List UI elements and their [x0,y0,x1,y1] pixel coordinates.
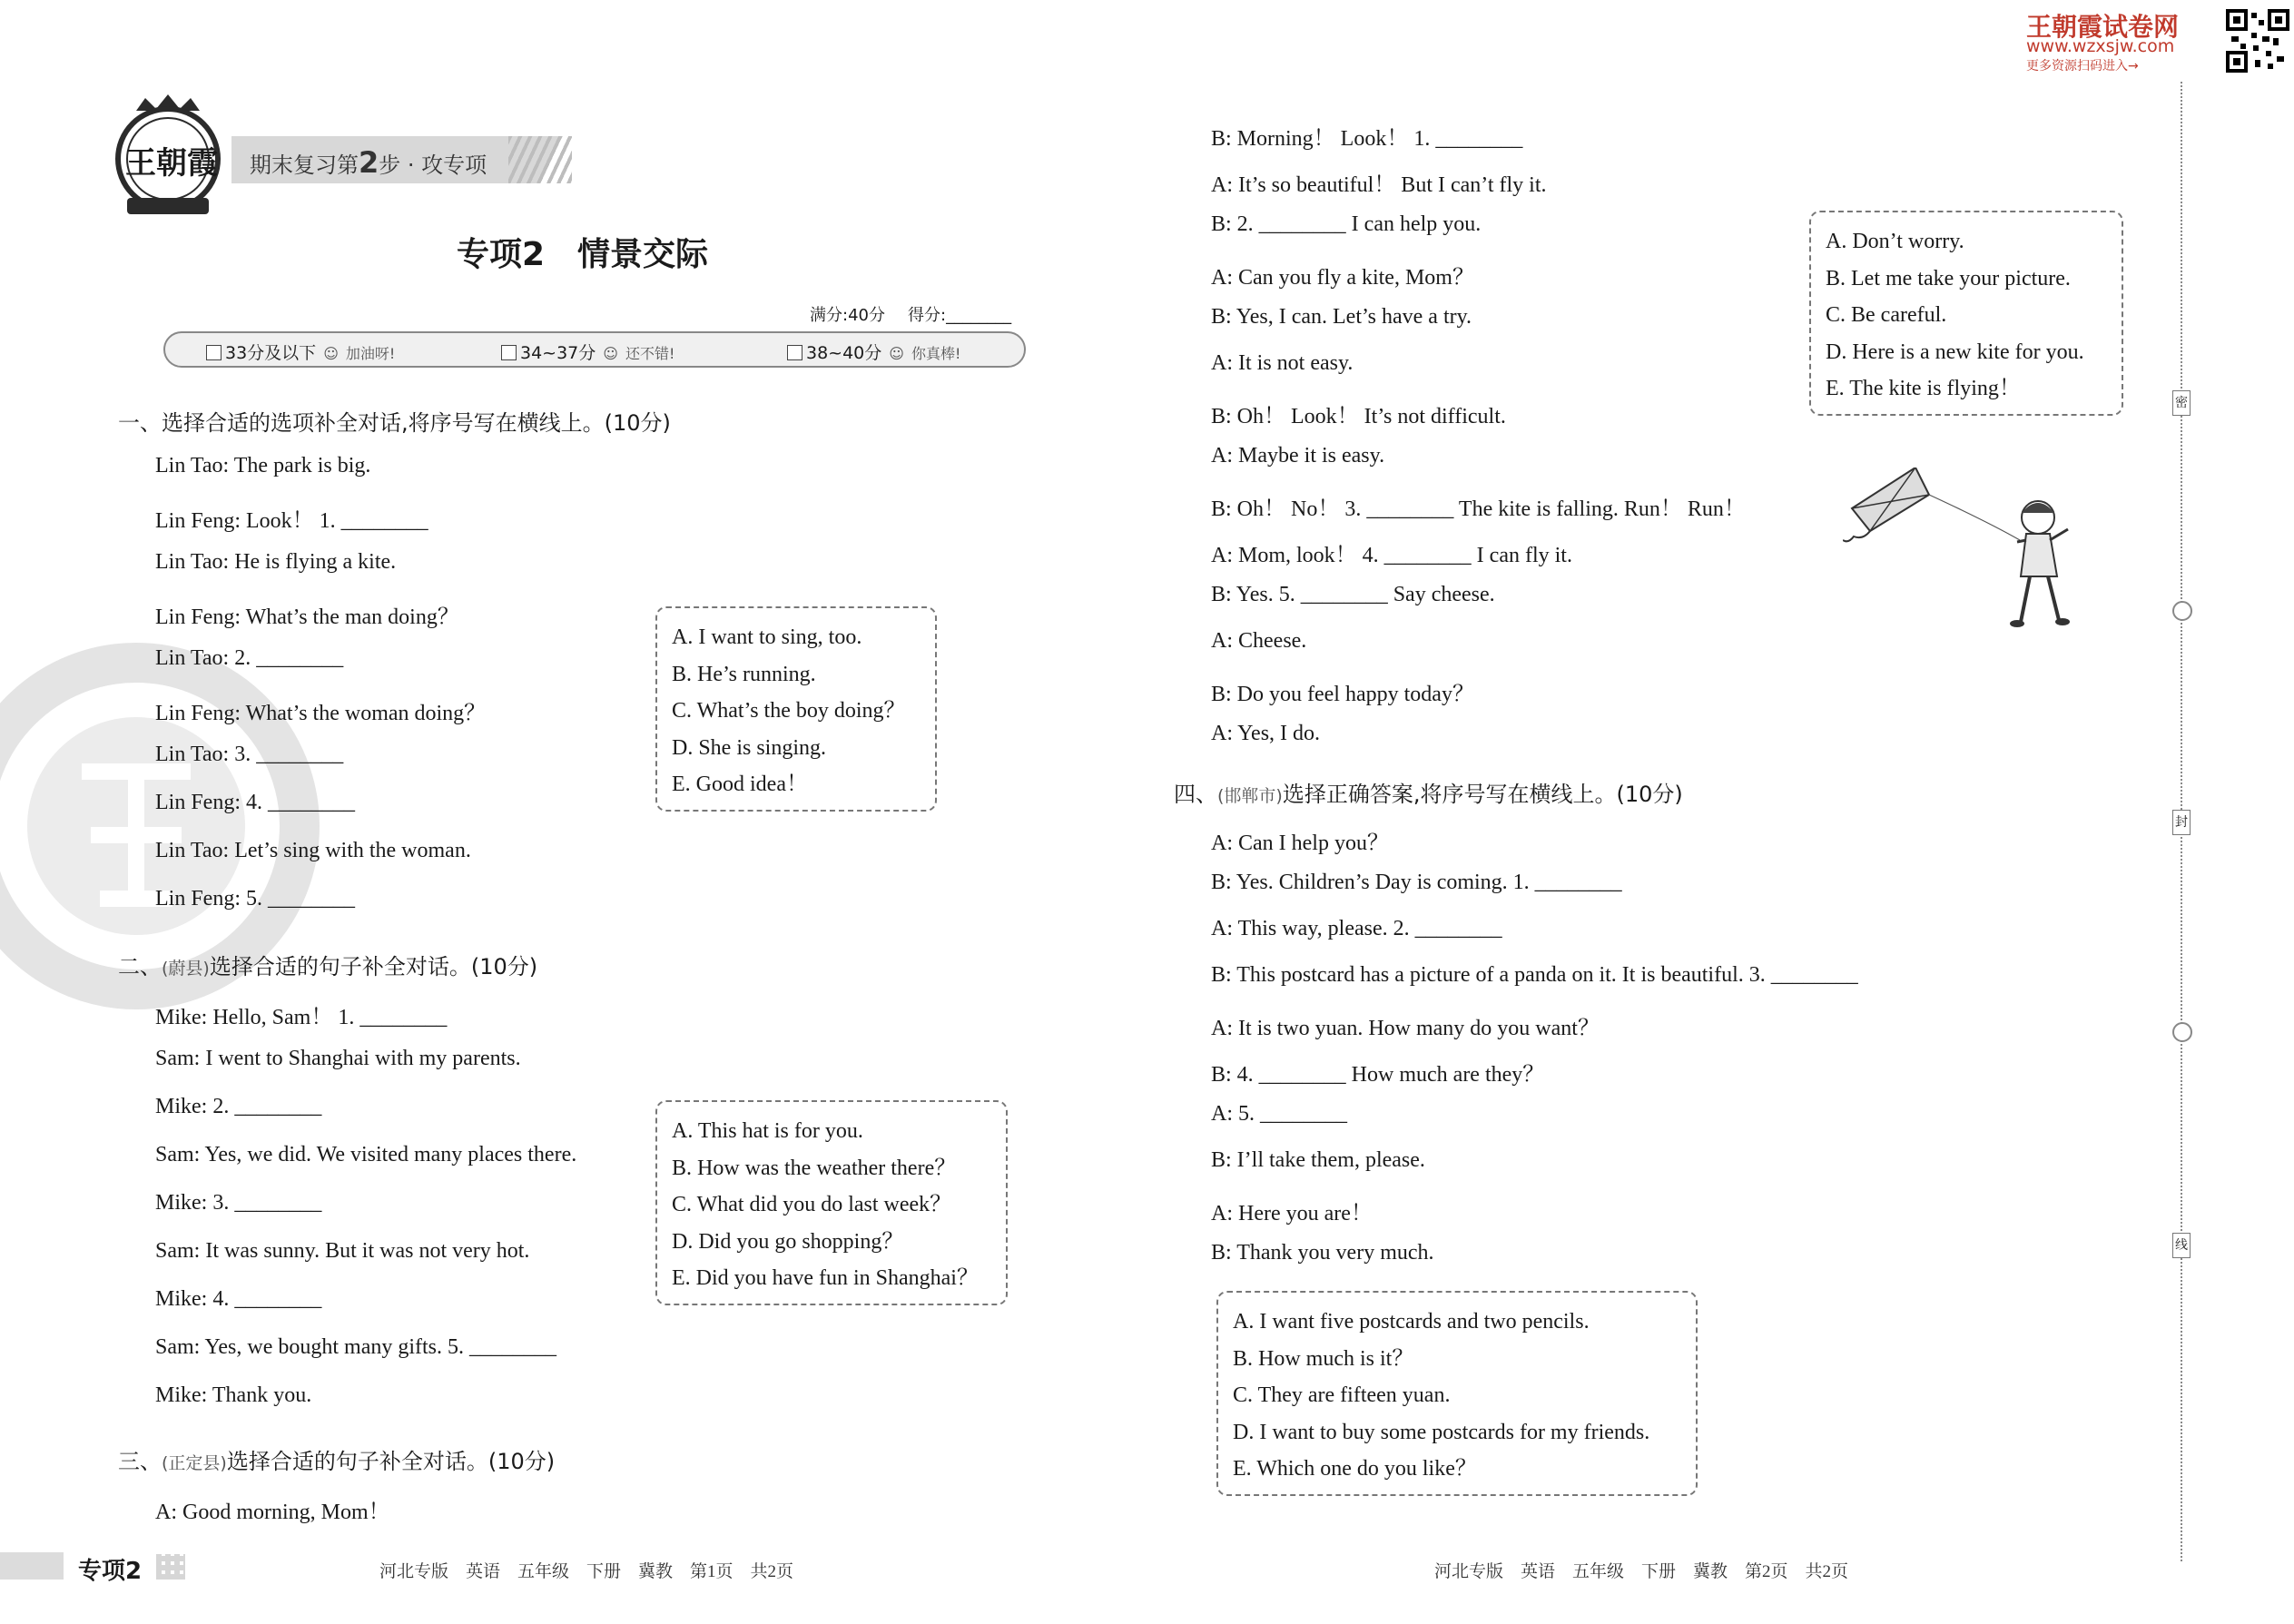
section4-heading: 四、(邯郸市)选择正确答案,将序号写在横线上。(10分) [1174,782,1683,807]
section3-line: B: Oh！ Look！ It’s not difficult. [1211,405,1506,428]
section1-line: Lin Feng: 5. ________ [155,887,355,910]
section3-line: A: Cheese. [1211,629,1307,653]
section4-line: B: I’ll take them, please. [1211,1148,1425,1172]
section3-heading: 三、(正定县)选择合适的句子补全对话。(10分) [118,1449,556,1474]
option-item: D. She is singing. [672,735,827,760]
section1-heading: 一、选择合适的选项补全对话,将序号写在横线上。(10分) [118,410,671,436]
section1-line: Lin Tao: 2. ________ [155,646,344,670]
section4-line: A: 5. ________ [1211,1102,1347,1126]
section1-line: Lin Tao: He is flying a kite. [155,550,397,574]
section3-line: B: 2. ________ I can help you. [1211,212,1482,236]
option-item: E. Did you have fun in Shanghai？ [672,1266,979,1290]
section3-line: A: Mom, look！ 4. ________ I can fly it. [1211,544,1572,567]
option-item: B. How much is it？ [1233,1346,1414,1371]
binding-ring-icon [2172,601,2192,621]
option-item: C. They are fifteen yuan. [1233,1383,1451,1407]
checkbox-icon[interactable] [501,345,517,360]
section4-line: A: Here you are！ [1211,1202,1373,1225]
footer-left: 河北专版 英语 五年级 下册 冀教 第1页 共2页 [379,1562,794,1581]
score-full: 满分:40分 [810,306,885,325]
section3-line: A: It is not easy. [1211,351,1354,375]
section4-line: B: Thank you very much. [1211,1241,1434,1265]
footer-tag: 专项2 [78,1558,143,1585]
kite-icon [1843,468,1929,541]
section2-line: Mike: 2. ________ [155,1095,322,1118]
score-level-2: 34~37分 ☺ 还不错! [501,340,674,364]
section2-options-box [655,1100,1008,1305]
section2-line: Mike: Thank you. [155,1383,312,1407]
logo-text: 王朝霞 [125,145,218,182]
section3-options-box [1809,211,2123,416]
section3-line: A: Can you fly a kite, Mom？ [1211,266,1474,290]
option-item: D. Here is a new kite for you. [1826,340,2084,364]
girl-flying-kite-illustration [1843,468,2088,640]
section3-line: B: Do you feel happy today？ [1211,683,1474,706]
binding-ring-icon [2172,1022,2192,1042]
option-item: B. Let me take your picture. [1826,266,2071,290]
option-item: E. The kite is flying！ [1826,377,2021,400]
section3-line: A: Good morning, Mom！ [155,1501,390,1524]
section2-line: Sam: I went to Shanghai with my parents. [155,1047,521,1070]
section1-options-box [655,606,937,812]
section1-line: Lin Feng: What’s the woman doing？ [155,702,487,725]
page-title: 专项2 情景交际 [457,236,709,273]
score-level-3: 38~40分 ☺ 你真棒! [787,340,960,364]
footer-right: 河北专版 英语 五年级 下册 冀教 第2页 共2页 [1434,1562,1849,1581]
option-item: D. Did you go shopping？ [672,1229,904,1254]
side-label: 封 [2172,810,2191,835]
qr-code-icon[interactable] [2226,9,2289,73]
score-got: 得分:________ [908,306,1012,325]
section3-line: A: Maybe it is easy. [1211,444,1385,468]
option-item: C. What’s the boy doing？ [672,699,906,723]
section1-line: Lin Tao: 3. ________ [155,743,344,766]
option-item: A. I want five postcards and two pencils. [1233,1310,1590,1334]
checkbox-icon[interactable] [787,345,802,360]
brand-note: 更多资源扫码进入→ [2026,59,2139,74]
banner-stripes [508,136,572,183]
brand-name: 王朝霞试卷网 [2026,12,2180,42]
score-level-bar [163,331,1026,368]
section3-line: B: Yes, I can. Let’s have a try. [1211,305,1472,329]
section4-line: A: This way, please. 2. ________ [1211,917,1502,940]
section2-line: Mike: 4. ________ [155,1287,322,1311]
section4-line: B: This postcard has a picture of a panda on it. It is beautiful. 3. ________ [1211,963,1858,987]
section4-line: A: It is two yuan. How many do you want？ [1211,1017,1600,1040]
section2-line: Sam: It was sunny. But it was not very hot. [155,1239,530,1263]
section4-line: B: 4. ________ How much are they？ [1211,1063,1545,1087]
section2-line: Sam: Yes, we did. We visited many places there. [155,1143,577,1166]
section3-line: A: Yes, I do. [1211,722,1321,745]
option-item: C. What did you do last week？ [672,1193,952,1216]
option-item: B. He’s running. [672,662,816,686]
section4-options-box [1216,1291,1698,1496]
banner-text: 期末复习第2步 · 攻专项 [250,145,487,180]
section3-line: B: Morning！ Look！ 1. ________ [1211,127,1523,151]
section4-line: B: Yes. Children’s Day is coming. 1. ________ [1211,871,1622,894]
section1-line: Lin Feng: Look！ 1. ________ [155,509,428,533]
footer-tag-pattern [156,1554,185,1580]
option-item: E. Which one do you like？ [1233,1457,1477,1481]
section2-heading: 二、(蔚县)选择合适的句子补全对话。(10分) [118,954,538,979]
section1-line: Lin Feng: 4. ________ [155,791,355,814]
footer-tag-bg [0,1552,64,1580]
option-item: A. Don’t worry. [1826,230,1964,253]
section4-line: A: Can I help you？ [1211,832,1389,855]
side-label: 密 [2172,390,2191,416]
checkbox-icon[interactable] [206,345,222,360]
logo [109,91,227,218]
smile-icon: ☺ [323,345,339,362]
option-item: B. How was the weather there？ [672,1156,957,1180]
smile-icon: ☺ [889,345,904,362]
side-label: 线 [2172,1233,2191,1258]
option-item: D. I want to buy some postcards for my friends. [1233,1420,1650,1444]
section3-line: A: It’s so beautiful！ But I can’t fly it. [1211,173,1547,197]
option-item: A. This hat is for you. [672,1119,863,1143]
score-level-1: 33分及以下 ☺ 加油呀! [206,340,395,364]
section2-line: Mike: Hello, Sam！ 1. ________ [155,1006,448,1029]
section2-line: Mike: 3. ________ [155,1191,322,1215]
section1-line: Lin Tao: Let’s sing with the woman. [155,839,471,862]
section3-line: B: Yes. 5. ________ Say cheese. [1211,583,1495,606]
section2-line: Sam: Yes, we bought many gifts. 5. ________ [155,1335,557,1359]
brand-url: www.wzxsjw.com [2026,36,2175,56]
option-item: C. Be careful. [1826,303,1947,327]
girl-figure [2010,501,2070,627]
section1-line: Lin Feng: What’s the man doing？ [155,605,459,629]
option-item: E. Good idea！ [672,773,808,796]
smile-icon: ☺ [603,345,618,362]
option-item: A. I want to sing, too. [672,625,862,649]
section3-line: B: Oh！ No！ 3. ________ The kite is falling. Run！ Run！ [1211,497,1746,521]
section1-line: Lin Tao: The park is big. [155,454,371,477]
